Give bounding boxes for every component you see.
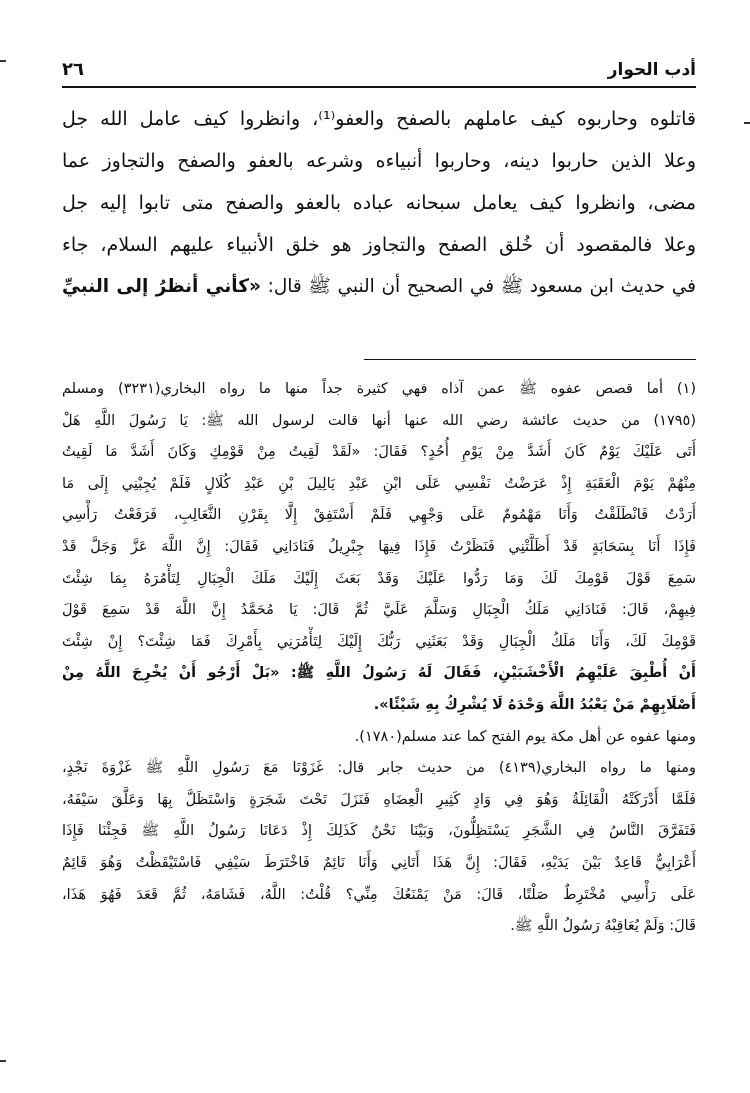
page-header [62,58,696,84]
footnote-line: فَتَفَرَّقَ النَّاسُ فِي الشَّجَرِ يَسْتَظِلُّونَ، وَبَيْنَا نَحْنُ كَذَلِكَ إِذْ دَعَانَا رَسُولُ اللَّهِ ﷺ فَجِئْنَا فَإِذَا [62,823,696,840]
body-line-last [62,266,696,308]
footnote-line: أَرَدْتُ فَانْطَلَقْتُ وَأَنَا مَهْمُومٌ عَلَى وَجْهِي فَلَمْ أَسْتَفِقْ إِلَّا بِقَرْنِ الثَّعَالِبِ، فَرَفَعْتُ رَأْسِي [62,507,696,524]
scan-margin-mark [0,1060,6,1062]
main-body-text [62,98,696,308]
scan-margin-mark [0,60,6,62]
page-number: ٢٦ [62,59,84,80]
footnote-line: فِيهِمْ، قَالَ: فَنَادَانِي مَلَكُ الْجِبَالِ وَسَلَّمَ عَلَيَّ ثُمَّ قَالَ: يَا مُحَمَّدُ إِنَّ اللَّهَ قَدْ سَمِعَ قَوْلَ [62,602,696,619]
running-title: أدب الحوار [607,60,696,80]
footnotes [62,374,696,943]
body-line: قاتلوه وحاربوه كيف عاملهم بالصفح والعفو⁽¹⁾، وانظروا كيف عامل الله جل [62,108,696,130]
footnote-line: فَلَمَّا أَدْرَكَتْهُ الْقَائِلَةُ وَهُوَ فِي وَادٍ كَثِيرِ الْعِضَاهِ فَنَزَلَ تَحْتَ شَجَرَةٍ وَاسْتَظَلَّ بِهَا وَعَلَّقَ سَيْفَهُ، [62,791,696,808]
scan-margin-mark [744,122,750,124]
footnote-line: أَصْلَابِهِمْ مَنْ يَعْبُدُ اللَّهَ وَحْدَهُ لَا يُشْرِكُ بِهِ شَيْئًا». [373,696,696,713]
body-line: وعلا فالمقصود أن خُلق الصفح والتجاوز هو خلق الأنبياء عليهم السلام، جاء [62,234,696,256]
footnote-line: سَمِعَ قَوْلَ قَوْمِكَ لَكَ وَمَا رَدُّوا عَلَيْكَ وَقَدْ بَعَثَ إِلَيْكَ مَلَكَ الْجِبَالِ لِتَأْمُرَهُ بِمَا شِئْتَ [62,570,696,587]
footnote-line: قَوْمِكَ لَكَ، وَأَنَا مَلَكُ الْجِبَالِ وَقَدْ بَعَثَنِي رَبُّكَ إِلَيْكَ لِتَأْمُرَنِي بِأَمْرِكَ فَمَا شِئْتَ؟ إِنْ شِئْتَ [62,633,696,650]
footnote-line: أَنْ أُطْبِقَ عَلَيْهِمُ الْأَخْشَبَيْنِ، فَقَالَ لَهُ رَسُولُ اللَّهِ ﷺ: «بَلْ أَرْجُو أَنْ يُخْرِجَ اللَّهُ مِنْ [62,665,696,682]
hadith-quote-start: «كأني أنظرُ إلى النبيِّ [62,276,261,297]
footnote-line: قَالَ: وَلَمْ يُعَاقِبْهُ رَسُولُ اللَّهِ ﷺ. [510,918,696,935]
footnote-line: (١) أما قصص عفوه ﷺ عمن آذاه فهي كثيرة جداً منها ما رواه البخاري(٣٢٣١) ومسلم [62,381,696,397]
footnote-line: مِنْهُمْ يَوْمَ الْعَقَبَةِ إِذْ عَرَضْتُ نَفْسِي عَلَى ابْنِ عَبْدِ يَالِيلَ بْنِ عَبْدِ كُلَالٍ فَلَمْ يُجِبْنِي إِلَى مَا [62,475,696,492]
footnote-line: فَإِذَا أَنَا بِسَحَابَةٍ قَدْ أَظَلَّتْنِي فَنَظَرْتُ فَإِذَا فِيهَا جِبْرِيلُ فَنَادَانِي فَقَالَ: إِنَّ اللَّهَ عَزَّ وَجَلَّ قَدْ [62,538,696,555]
header-rule [62,86,696,88]
footnote-line: ومنها عفوه عن أهل مكة يوم الفتح كما عند مسلم(١٧٨٠). [354,728,696,745]
footnote-separator [364,359,696,360]
footnote-line: عَلَى رَأْسِي مُخْتَرِطٌ صَلْتًا، قَالَ: مَنْ يَمْنَعُكَ مِنِّي؟ قُلْتُ: اللَّهُ، فَشَامَهُ، ثُمَّ قَعَدَ فَهُوَ هَذَا، [62,886,696,903]
footnote-line: (١٧٩٥) من حديث عائشة رضي الله عنها أنها قالت لرسول الله ﷺ: يَا رَسُولَ اللَّهِ هَلْ [62,412,696,429]
footnote-line: ومنها ما رواه البخاري(٤١٣٩) من حديث جابر قال: غَزَوْنَا مَعَ رَسُولِ اللَّهِ ﷺ غَزْوَةَ نَجْدٍ، [62,760,696,777]
body-line-text: في حديث ابن مسعود ﷺ في الصحيح أن النبي ﷺ قال: [267,276,696,297]
body-line: مضى، وانظروا كيف يعامل سبحانه عباده بالعفو والصفح متى تابوا إليه جل [62,192,696,214]
body-line: وعلا الذين حاربوا دينه، وحاربوا أنبياءه وشرعه بالعفو والصفح والتجاوز عما [62,150,696,172]
footnote-line: أَعْرَابِيٌّ قَاعِدٌ بَيْنَ يَدَيْهِ، فَقَالَ: إِنَّ هَذَا أَتَانِي وَأَنَا نَائِمٌ فَاخْتَرَطَ سَيْفِي فَاسْتَيْقَظْتُ وَهُوَ قَائِمٌ [62,854,696,871]
footnote-line: أَتَى عَلَيْكَ يَوْمٌ كَانَ أَشَدَّ مِنْ يَوْمِ أُحُدٍ؟ فَقَالَ: «لَقَدْ لَقِيتُ مِنْ قَوْمِكِ وَكَانَ أَشَدَّ مَا لَقِيتُ [62,444,696,461]
